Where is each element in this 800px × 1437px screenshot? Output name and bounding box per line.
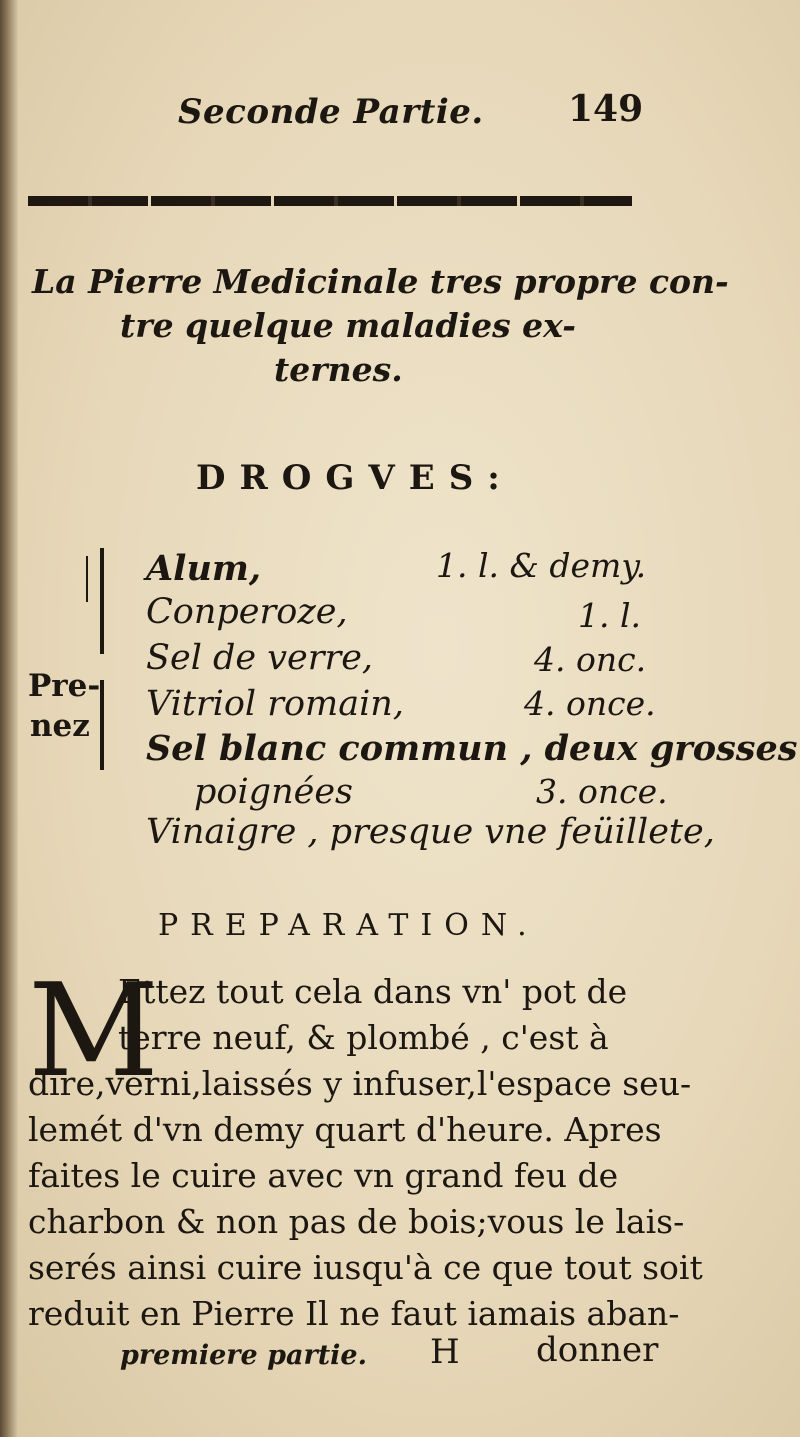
ingredient-quantity: 4. once. (524, 684, 656, 723)
ingredient-quantity: 1. l. & demy. (436, 546, 647, 585)
ingredient-quantity: 3. once. (536, 772, 668, 811)
margin-bracket (86, 556, 88, 602)
running-head: Seconde Partie. (178, 92, 484, 132)
signature-mark: H (430, 1332, 460, 1372)
title-line-2: tre quelque maladies ex- (120, 306, 576, 345)
drogues-heading: DROGVES: (196, 458, 514, 498)
side-note-line-2: nez (30, 708, 90, 744)
ingredient-name: poignées (194, 772, 354, 812)
drop-cap: M (28, 957, 160, 1106)
page-number: 149 (568, 88, 644, 130)
body-line: Ettez tout cela dans vn' pot de (118, 972, 628, 1011)
body-line: charbon & non pas de bois;vous le lais- (28, 1202, 685, 1241)
body-line: reduit en Pierre Il ne faut iamais aban- (28, 1294, 680, 1333)
body-line: faites le cuire avec vn grand feu de (28, 1156, 619, 1195)
title-line-1: La Pierre Medicinale tres propre con- (32, 262, 729, 301)
footer-title: premiere partie. (120, 1340, 367, 1371)
body-line: terre neuf, & plombé , c'est à (118, 1018, 609, 1057)
body-line: dire,verni,laissés y infuser,l'espace seu- (28, 1064, 692, 1103)
ingredient-quantity: 4. onc. (534, 640, 647, 679)
side-note-line-1: Pre- (28, 668, 101, 704)
ingredient-name: Sel de verre, (146, 638, 374, 678)
book-gutter (0, 0, 18, 1437)
ingredient-name: Sel blanc commun , deux grosses (146, 728, 798, 769)
body-line: lemét d'vn demy quart d'heure. Apres (28, 1110, 662, 1149)
margin-bracket (100, 680, 104, 770)
ornamental-rule (28, 196, 632, 206)
ingredient-name: Vinaigre , presque vne feüillete, (146, 812, 715, 852)
title-line-3: ternes. (274, 350, 403, 389)
preparation-heading: PREPARATION. (158, 908, 539, 943)
ingredient-quantity: 1. l. (578, 596, 642, 635)
ingredient-name: Conperoze, (146, 592, 348, 632)
margin-bracket (100, 548, 104, 654)
ingredient-name: Vitriol romain, (146, 684, 404, 724)
catchword: donner (536, 1330, 659, 1370)
body-line: serés ainsi cuire iusqu'à ce que tout soit (28, 1248, 703, 1287)
ingredient-name: Alum, (146, 548, 262, 589)
